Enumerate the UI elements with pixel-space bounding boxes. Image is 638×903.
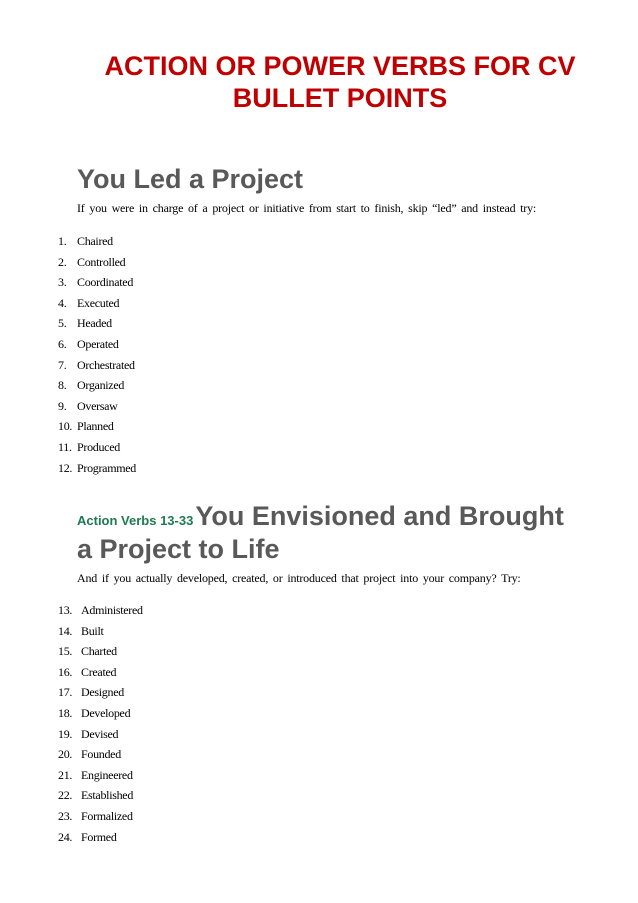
section2-verb-list (58, 600, 143, 847)
list-item: 11. Produced (58, 439, 120, 454)
section2-heading-line2: a Project to Life (77, 534, 280, 564)
list-item: 6. Operated (58, 336, 119, 351)
list-item: 9. Oversaw (58, 398, 118, 413)
list-item: 8. Organized (58, 378, 125, 393)
page-title (60, 50, 620, 114)
section1-intro: If you were in charge of a project or initiative from start to finish, skip “led” and instead try: (77, 201, 537, 215)
list-item: 19. Devised (58, 726, 119, 741)
section2-label: Action Verbs 13-33 (77, 513, 194, 528)
section1-verb-list (58, 231, 136, 478)
section2-intro: And if you actually developed, created, or introduced that project into your company? Try: (77, 571, 521, 585)
list-item: 12. Programmed (58, 460, 136, 475)
section1-heading: You Led a Project (77, 164, 304, 194)
list-item: 18. Developed (58, 705, 131, 720)
page-title-line2: BULLET POINTS (232, 83, 448, 113)
list-item: 20. Founded (58, 747, 121, 762)
list-item: 16. Created (58, 664, 117, 679)
list-item: 5. Headed (58, 316, 112, 331)
page-title-line1: ACTION OR POWER VERBS FOR CV (104, 51, 576, 81)
list-item: 23. Formalized (58, 808, 133, 823)
list-item: 3. Coordinated (58, 275, 134, 290)
list-item: 22. Established (58, 788, 134, 803)
list-item: 2. Controlled (58, 254, 126, 269)
list-item: 7. Orchestrated (58, 357, 135, 372)
list-item: 21. Engineered (58, 767, 133, 782)
list-item: 14. Built (58, 623, 104, 638)
section2-heading (77, 500, 564, 537)
list-item: 4. Executed (58, 295, 120, 310)
list-item: 17. Designed (58, 685, 124, 700)
list-item: 10. Planned (58, 419, 114, 434)
list-item: 13. Administered (58, 603, 143, 617)
section2-heading-line1: You Envisioned and Brought (195, 501, 564, 531)
list-item: 15. Charted (58, 644, 117, 659)
list-item: 1. Chaired (58, 234, 113, 248)
list-item: 24. Formed (58, 829, 117, 844)
